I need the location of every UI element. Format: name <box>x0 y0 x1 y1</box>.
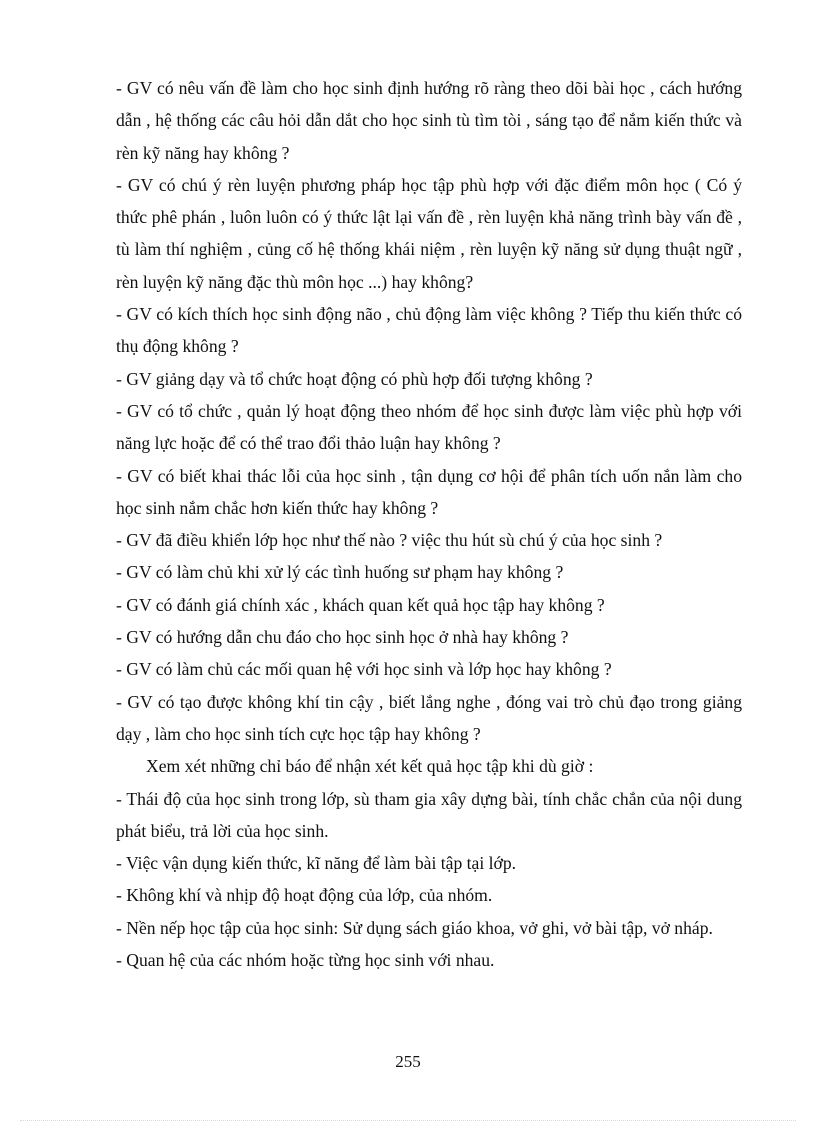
bottom-divider <box>20 1120 796 1121</box>
paragraph-gv-nêu-vấn-đề: - GV có nêu vấn đề làm cho học sinh định hướng rõ ràng theo dõi bài học , cách hướng dẫn , hệ thống các câu hỏi dẫn dắt cho học sinh tù tìm tòi , sáng tạo để nắm kiến thức và rèn kỹ năng hay không ? <box>116 78 742 163</box>
paragraph-gv-quan-hệ: - GV có làm chủ các mối quan hệ với học sinh và lớp học hay không ? <box>116 659 612 680</box>
paragraph-gv-phương-pháp-học-tập: - GV có chú ý rèn luyện phương pháp học tập phù hợp với đặc điểm môn học ( Có ý thức phê phán , luôn luôn có ý thức lật lại vấn đề , rèn luyện khả năng trình bày vấn đề , tù làm thí nghiệm , củng cố hệ thống khái niệm , rèn luyện kỹ năng sử dụng thuật ngữ , rèn luyện kỹ năng đặc thù môn học ...) hay không? <box>116 174 742 292</box>
paragraph-vận-dụng: - Việc vận dụng kiến thức, kĩ năng để làm bài tập tại lớp. <box>116 853 517 874</box>
paragraph-nhịp-độ: - Không khí và nhịp độ hoạt động của lớp, của nhóm. <box>116 885 493 906</box>
paragraph-gv-không-khí: - GV có tạo được không khí tin cậy , biết lắng nghe , đóng vai trò chủ đạo trong giảng dạy , làm cho học sinh tích cực học tập hay không ? <box>116 691 742 744</box>
page-number: 255 <box>395 1052 421 1071</box>
paragraph-gv-đánh-giá: - GV có đánh giá chính xác , khách quan kết quả học tập hay không ? <box>116 594 605 615</box>
paragraph-gv-điều-khiển-lớp: - GV đã điều khiển lớp học như thế nào ? việc thu hút sù chú ý của học sinh ? <box>116 530 663 551</box>
paragraph-nền-nếp: - Nền nếp học tập của học sinh: Sử dụng sách giáo khoa, vở ghi, vở bài tập, vở nháp. <box>116 917 713 938</box>
paragraph-gv-tổ-chức-nhóm: - GV có tổ chức , quản lý hoạt động theo nhóm để học sinh được làm việc phù hợp với năng lực hoặc để có thể trao đổi thảo luận hay không ? <box>116 400 742 454</box>
paragraph-gv-kích-thích: - GV có kích thích học sinh động não , chủ động làm việc không ? Tiếp thu kiến thức có thụ động không ? <box>116 304 742 357</box>
paragraph-gv-giảng-dạy: - GV giảng dạy và tổ chức hoạt động có phù hợp đối tượng không ? <box>116 368 593 389</box>
paragraph-gv-hướng-dẫn-nhà: - GV có hướng dẫn chu đáo cho học sinh học ở nhà hay không ? <box>116 627 569 648</box>
paragraph-xem-xét-chỉ-báo: Xem xét những chỉ báo để nhận xét kết quả học tập khi dù giờ : <box>146 756 594 777</box>
paragraph-gv-tình-huống: - GV có làm chủ khi xử lý các tình huống sư phạm hay không ? <box>116 562 564 583</box>
paragraph-thái-độ: - Thái độ của học sinh trong lớp, sù tham gia xây dựng bài, tính chắc chắn của nội dung phát biểu, trả lời của học sinh. <box>116 788 742 841</box>
paragraph-gv-khai-thác-lỗi: - GV có biết khai thác lỗi của học sinh , tận dụng cơ hội để phân tích uốn nắn làm cho học sinh nắm chắc hơn kiến thức hay không ? <box>116 465 742 518</box>
paragraph-quan-hệ-nhóm: - Quan hệ của các nhóm hoặc từng học sinh với nhau. <box>116 950 495 971</box>
document-body <box>116 72 742 976</box>
